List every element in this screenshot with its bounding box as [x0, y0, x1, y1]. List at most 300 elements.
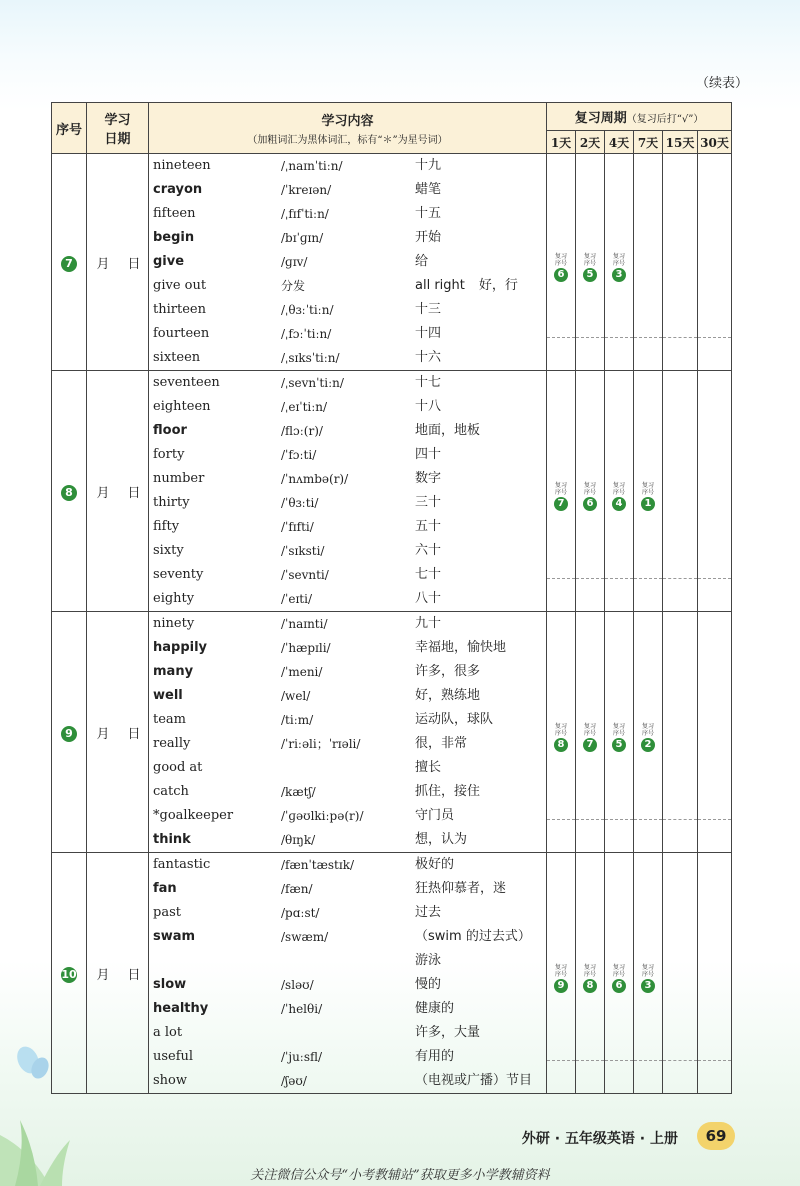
word-text: fan: [153, 881, 177, 896]
word-text: seventy: [153, 567, 204, 582]
word-text: eighteen: [153, 399, 211, 414]
header-day-30: 30天: [698, 131, 732, 154]
review-check-cell[interactable]: [576, 154, 605, 371]
review-divider: [634, 337, 662, 338]
group-row: [52, 853, 732, 1094]
word-entry: [153, 1069, 542, 1093]
word-text: swam: [153, 929, 196, 944]
review-divider: [663, 819, 697, 820]
word-entry: [153, 828, 542, 852]
word-phonetic: /ˌfɪfˈtiːn/: [281, 207, 329, 221]
review-number-badge: 5: [612, 738, 626, 752]
word-entry: [153, 322, 542, 346]
group-number-badge: 10: [61, 968, 77, 981]
review-label-top: 复习: [641, 481, 654, 489]
header-review: [547, 103, 732, 131]
word-meaning: 地面，地板: [415, 423, 481, 438]
word-meaning: 健康的: [415, 1001, 455, 1016]
word-text: healthy: [153, 1001, 209, 1016]
group-number: [52, 371, 87, 612]
month-label: 月: [96, 485, 110, 501]
word-text: fifty: [153, 519, 180, 534]
word-entry: [153, 371, 542, 395]
word-text: slow: [153, 977, 187, 992]
day-label: 日: [127, 967, 141, 983]
review-divider: [698, 337, 731, 338]
review-label-top: 复习: [554, 481, 567, 489]
review-check-cell[interactable]: [698, 853, 732, 1094]
review-ref: [641, 964, 655, 993]
review-divider: [547, 578, 575, 579]
word-phonetic: /ˌeɪˈtiːn/: [281, 400, 328, 414]
word-phonetic: /fænˈtæstɪk/: [281, 858, 355, 872]
word-meaning: 抓住，接住: [415, 784, 481, 799]
review-label-top: 复习: [554, 252, 567, 260]
word-phonetic: /ˈeɪti/: [281, 592, 312, 606]
review-check-cell[interactable]: [547, 154, 576, 371]
header-review-title: 复习周期: [574, 111, 627, 126]
review-check-cell[interactable]: [698, 612, 732, 853]
word-entry: [153, 515, 542, 539]
review-label-bottom: 序号: [612, 259, 625, 267]
word-phonetic: /pɑːst/: [281, 906, 320, 920]
word-meaning: 幸福地，愉快地: [415, 640, 507, 655]
group-number-badge: 7: [61, 256, 77, 272]
word-text: seventeen: [153, 375, 220, 390]
day-label: 日: [127, 726, 141, 742]
review-number-badge: 8: [583, 979, 597, 993]
word-meaning: 许多，大量: [415, 1025, 481, 1040]
day-label: 日: [127, 256, 141, 272]
review-label-bottom: 序号: [641, 970, 654, 978]
review-number-badge: 5: [583, 268, 597, 282]
review-check-cell[interactable]: [634, 612, 663, 853]
review-label-bottom: 序号: [554, 488, 567, 496]
review-divider: [576, 337, 604, 338]
review-check-cell[interactable]: [576, 853, 605, 1094]
word-entry: [153, 925, 542, 949]
review-label-top: 复习: [612, 722, 625, 730]
word-entry: [153, 274, 542, 298]
word-phonetic: /ˈnaɪnti/: [281, 617, 328, 631]
word-phonetic: /swæm/: [281, 930, 329, 944]
word-meaning: 十三: [415, 302, 442, 317]
review-number-badge: 3: [641, 979, 655, 993]
word-list: [149, 371, 547, 612]
word-meaning: （swim 的过去式）: [415, 929, 531, 944]
header-date: [87, 103, 149, 154]
month-label: 月: [96, 967, 110, 983]
word-phonetic: /kætʃ/: [281, 785, 316, 799]
header-day-4: 4天: [605, 131, 634, 154]
header-date-line2: 日期: [104, 132, 131, 147]
word-text: number: [153, 471, 205, 486]
review-number-badge: 4: [612, 497, 626, 511]
word-phonetic: /ˌnaɪnˈtiːn/: [281, 159, 343, 173]
review-label-top: 复习: [583, 963, 596, 971]
word-meaning: 擅长: [415, 760, 442, 775]
word-entry: [153, 587, 542, 611]
word-text: sixteen: [153, 350, 201, 365]
review-divider: [576, 1060, 604, 1061]
word-entry: [153, 612, 542, 636]
word-phonetic: /ʃəʊ/: [281, 1074, 307, 1088]
word-text: really: [153, 736, 191, 751]
word-text: team: [153, 712, 186, 727]
review-ref: [554, 964, 568, 993]
word-entry: [153, 226, 542, 250]
review-number-badge: 2: [641, 738, 655, 752]
header-day-7: 7天: [634, 131, 663, 154]
header-content: [149, 103, 547, 154]
review-number-badge: 3: [612, 268, 626, 282]
review-divider: [547, 819, 575, 820]
word-phonetic: /tiːm/: [281, 713, 314, 727]
word-entry: [153, 708, 542, 732]
word-meaning: 守门员: [415, 808, 455, 823]
word-meaning: 八十: [415, 591, 442, 606]
review-check-cell[interactable]: [576, 612, 605, 853]
word-entry: [153, 660, 542, 684]
word-meaning: 数字: [415, 471, 442, 486]
word-text: catch: [153, 784, 189, 799]
review-label-top: 复习: [583, 481, 596, 489]
word-entry: [153, 732, 542, 756]
review-number-badge: 9: [554, 979, 568, 993]
word-phonetic: /θɪŋk/: [281, 833, 316, 847]
review-ref: [612, 482, 626, 511]
review-label-bottom: 序号: [583, 729, 596, 737]
review-label-top: 复习: [612, 481, 625, 489]
review-check-cell[interactable]: [576, 371, 605, 612]
word-entry: [153, 780, 542, 804]
word-meaning: 十五: [415, 206, 442, 221]
review-number-badge: 1: [641, 497, 655, 511]
word-meaning-extra: 好，行: [478, 278, 518, 293]
review-ref: [641, 482, 655, 511]
word-meaning: 十七: [415, 375, 442, 390]
review-divider: [634, 578, 662, 579]
review-check-cell[interactable]: [698, 154, 732, 371]
review-divider: [576, 819, 604, 820]
review-number-badge: 8: [554, 738, 568, 752]
word-entry: [153, 563, 542, 587]
word-entry: [153, 684, 542, 708]
review-divider: [698, 1060, 731, 1061]
word-phonetic: /bɪˈɡɪn/: [281, 231, 324, 245]
word-text: give out: [153, 278, 207, 293]
review-check-cell[interactable]: [634, 154, 663, 371]
review-ref: [583, 723, 597, 752]
word-meaning: 十四: [415, 326, 442, 341]
word-phonetic: /ˈhæpɪli/: [281, 641, 331, 655]
review-number-badge: 6: [583, 497, 597, 511]
word-entry: [153, 539, 542, 563]
word-entry: [153, 1045, 542, 1069]
review-check-cell[interactable]: [634, 853, 663, 1094]
word-meaning: 蜡笔: [415, 182, 442, 197]
continued-label: （续表）: [695, 76, 748, 91]
word-entry: [153, 298, 542, 322]
word-text: fourteen: [153, 326, 210, 341]
header-content-title: 学习内容: [321, 114, 374, 129]
review-ref: [583, 253, 597, 282]
word-list: [149, 853, 547, 1094]
header-day-15: 15天: [663, 131, 698, 154]
review-label-bottom: 序号: [612, 488, 625, 496]
word-entry: [153, 901, 542, 925]
review-label-bottom: 序号: [554, 259, 567, 267]
group-number: [52, 154, 87, 371]
word-meaning: 开始: [415, 230, 442, 245]
word-phonetic: /fæn/: [281, 882, 313, 896]
review-divider: [605, 819, 633, 820]
word-entry: [153, 154, 542, 178]
review-label-top: 复习: [554, 963, 567, 971]
word-meaning: 十九: [415, 158, 442, 173]
word-phonetic: /ˌsevnˈtiːn/: [281, 376, 344, 390]
review-check-cell[interactable]: [605, 371, 634, 612]
word-text: crayon: [153, 182, 203, 197]
word-entry: [153, 346, 542, 370]
review-label-bottom: 序号: [641, 729, 654, 737]
word-phonetic: /ˈriːəli；ˈrɪəli/: [281, 737, 361, 751]
word-entry: [153, 419, 542, 443]
word-phonetic: /ˈfɔːti/: [281, 448, 317, 462]
word-entry: [153, 949, 542, 973]
word-entry: [153, 877, 542, 901]
header-content-note: （加粗词汇为黑体词汇，标有“＊”为星号词）: [247, 135, 448, 146]
header-day-1: 1天: [547, 131, 576, 154]
review-divider: [605, 578, 633, 579]
review-check-cell[interactable]: [663, 371, 698, 612]
word-entry: [153, 756, 542, 780]
word-text: begin: [153, 230, 195, 245]
word-phonetic: /ˈhelθi/: [281, 1002, 323, 1016]
word-entry: [153, 853, 542, 877]
review-label-bottom: 序号: [583, 488, 596, 496]
word-meaning: 有用的: [415, 1049, 455, 1064]
review-check-cell[interactable]: [663, 853, 698, 1094]
review-check-cell[interactable]: [605, 154, 634, 371]
word-phonetic: /ˈjuːsfl/: [281, 1050, 323, 1064]
word-meaning: 九十: [415, 616, 442, 631]
review-number-badge: 6: [554, 268, 568, 282]
word-phonetic: /ˈsɪksti/: [281, 544, 325, 558]
word-phonetic: /ˈkreɪən/: [281, 183, 332, 197]
group-number-badge: 8: [61, 485, 77, 501]
word-text: a lot: [153, 1025, 183, 1040]
word-text: nineteen: [153, 158, 211, 173]
review-label-bottom: 序号: [554, 729, 567, 737]
review-ref: [612, 964, 626, 993]
review-check-cell[interactable]: [663, 154, 698, 371]
review-ref: [583, 482, 597, 511]
review-divider: [634, 1060, 662, 1061]
word-text: sixty: [153, 543, 184, 558]
word-text: show: [153, 1073, 187, 1088]
review-check-cell[interactable]: [547, 853, 576, 1094]
word-meaning: 很，非常: [415, 736, 468, 751]
word-meaning: 狂热仰慕者，迷: [415, 881, 507, 896]
group-number-badge: 9: [61, 726, 77, 742]
word-phonetic: /ˌsɪksˈtiːn/: [281, 351, 340, 365]
review-divider: [576, 578, 604, 579]
word-meaning: 四十: [415, 447, 442, 462]
word-phonetic: /sləʊ/: [281, 978, 314, 992]
word-meaning: 六十: [415, 543, 442, 558]
review-divider: [605, 337, 633, 338]
review-ref: [612, 253, 626, 282]
review-check-cell[interactable]: [547, 371, 576, 612]
word-meaning: 慢的: [415, 977, 442, 992]
review-check-cell[interactable]: [663, 612, 698, 853]
header-date-line1: 学习: [104, 113, 131, 128]
month-label: 月: [96, 726, 110, 742]
header-seq: 序号: [52, 103, 87, 154]
word-entry: [153, 467, 542, 491]
review-divider: [663, 578, 697, 579]
word-meaning: 十六: [415, 350, 442, 365]
word-phonetic: /ˈnʌmbə(r)/: [281, 472, 349, 486]
review-number-badge: 7: [583, 738, 597, 752]
word-entry: [153, 636, 542, 660]
review-check-cell[interactable]: [698, 371, 732, 612]
word-entry: [153, 491, 542, 515]
word-meaning: 极好的: [415, 857, 455, 872]
book-title: 外研 · 五年级英语 · 上册: [521, 1131, 678, 1147]
word-entry: [153, 202, 542, 226]
review-label-bottom: 序号: [612, 729, 625, 737]
header-day-2: 2天: [576, 131, 605, 154]
word-text: *goalkeeper: [153, 808, 234, 823]
word-list: [149, 612, 547, 853]
word-text: good at: [153, 760, 203, 775]
review-label-bottom: 序号: [583, 970, 596, 978]
review-divider: [698, 578, 731, 579]
group-row: [52, 371, 732, 612]
review-number-badge: 7: [554, 497, 568, 511]
word-meaning: 想，认为: [415, 832, 468, 847]
group-row: [52, 612, 732, 853]
review-ref: [554, 253, 568, 282]
word-text: thirty: [153, 495, 190, 510]
word-text: think: [153, 832, 191, 847]
review-check-cell[interactable]: [605, 612, 634, 853]
day-label: 日: [127, 485, 141, 501]
word-meaning: 过去: [415, 905, 442, 920]
vocab-body: [52, 154, 732, 1094]
word-phonetic: /ˈsevnti/: [281, 568, 329, 582]
word-text: many: [153, 664, 194, 679]
review-label-bottom: 序号: [583, 259, 596, 267]
review-ref: [583, 964, 597, 993]
review-divider: [663, 337, 697, 338]
word-entry: [153, 395, 542, 419]
review-check-cell[interactable]: [547, 612, 576, 853]
word-phonetic: /ˌθɜːˈtiːn/: [281, 303, 334, 317]
word-meaning: 给: [415, 254, 429, 269]
word-entry: [153, 178, 542, 202]
word-text: give: [153, 254, 185, 269]
review-divider: [698, 819, 731, 820]
word-meaning: 许多，很多: [415, 664, 481, 679]
word-phonetic: /flɔː(r)/: [281, 424, 323, 438]
word-meaning: 十八: [415, 399, 442, 414]
word-phonetic: /wel/: [281, 689, 311, 703]
study-date-field[interactable]: [87, 612, 149, 853]
word-phonetic: /ˈfɪfti/: [281, 520, 314, 534]
header-review-note: （复习后打“√”）: [626, 114, 704, 125]
word-meaning: 七十: [415, 567, 442, 582]
word-text: ninety: [153, 616, 195, 631]
review-divider: [663, 1060, 697, 1061]
review-check-cell[interactable]: [605, 853, 634, 1094]
word-meaning: 三十: [415, 495, 442, 510]
word-meaning: all right: [415, 278, 465, 293]
word-meaning: 五十: [415, 519, 442, 534]
word-text: eighty: [153, 591, 195, 606]
word-phonetic: /ɡɪv/: [281, 255, 308, 269]
word-entry: [153, 997, 542, 1021]
word-phonetic: /ˌfɔːˈtiːn/: [281, 327, 332, 341]
review-label-bottom: 序号: [641, 488, 654, 496]
word-text: past: [153, 905, 181, 920]
group-number: [52, 612, 87, 853]
study-date-field[interactable]: [87, 371, 149, 612]
review-label-bottom: 序号: [612, 970, 625, 978]
review-divider: [605, 1060, 633, 1061]
review-label-top: 复习: [641, 963, 654, 971]
word-meaning: 游泳: [415, 953, 442, 968]
review-number-badge: 6: [612, 979, 626, 993]
word-meaning: 运动队，球队: [415, 712, 494, 727]
review-label-top: 复习: [641, 722, 654, 730]
watermark-text: 关注微信公众号“小考教辅站”获取更多小学教辅资料: [250, 1168, 550, 1183]
review-label-top: 复习: [612, 963, 625, 971]
review-label-top: 复习: [583, 252, 596, 260]
word-text: happily: [153, 640, 208, 655]
word-text: well: [153, 688, 183, 703]
word-meaning: （电视或广播）节目: [415, 1073, 533, 1088]
review-ref: [641, 723, 655, 752]
study-date-field[interactable]: [87, 154, 149, 371]
review-ref: [554, 482, 568, 511]
review-divider: [547, 337, 575, 338]
word-text: useful: [153, 1049, 194, 1064]
word-text: thirteen: [153, 302, 206, 317]
page-number: 69: [697, 1122, 735, 1150]
word-entry: [153, 973, 542, 997]
word-phonetic: /ˈɡəʊlkiːpə(r)/: [281, 809, 364, 823]
review-divider: [547, 1060, 575, 1061]
review-check-cell[interactable]: [634, 371, 663, 612]
review-label-bottom: 序号: [554, 970, 567, 978]
word-entry: [153, 1021, 542, 1045]
vocab-table: [51, 102, 732, 1094]
month-label: 月: [96, 256, 110, 272]
word-entry: [153, 804, 542, 828]
review-label-top: 复习: [583, 722, 596, 730]
word-meaning: 好，熟练地: [415, 688, 481, 703]
word-entry: [153, 443, 542, 467]
word-text: fifteen: [153, 206, 196, 221]
word-text: fantastic: [153, 857, 211, 872]
review-label-top: 复习: [554, 722, 567, 730]
word-phonetic: /ˈθɜːti/: [281, 496, 319, 510]
group-row: [52, 154, 732, 371]
word-entry: [153, 250, 542, 274]
